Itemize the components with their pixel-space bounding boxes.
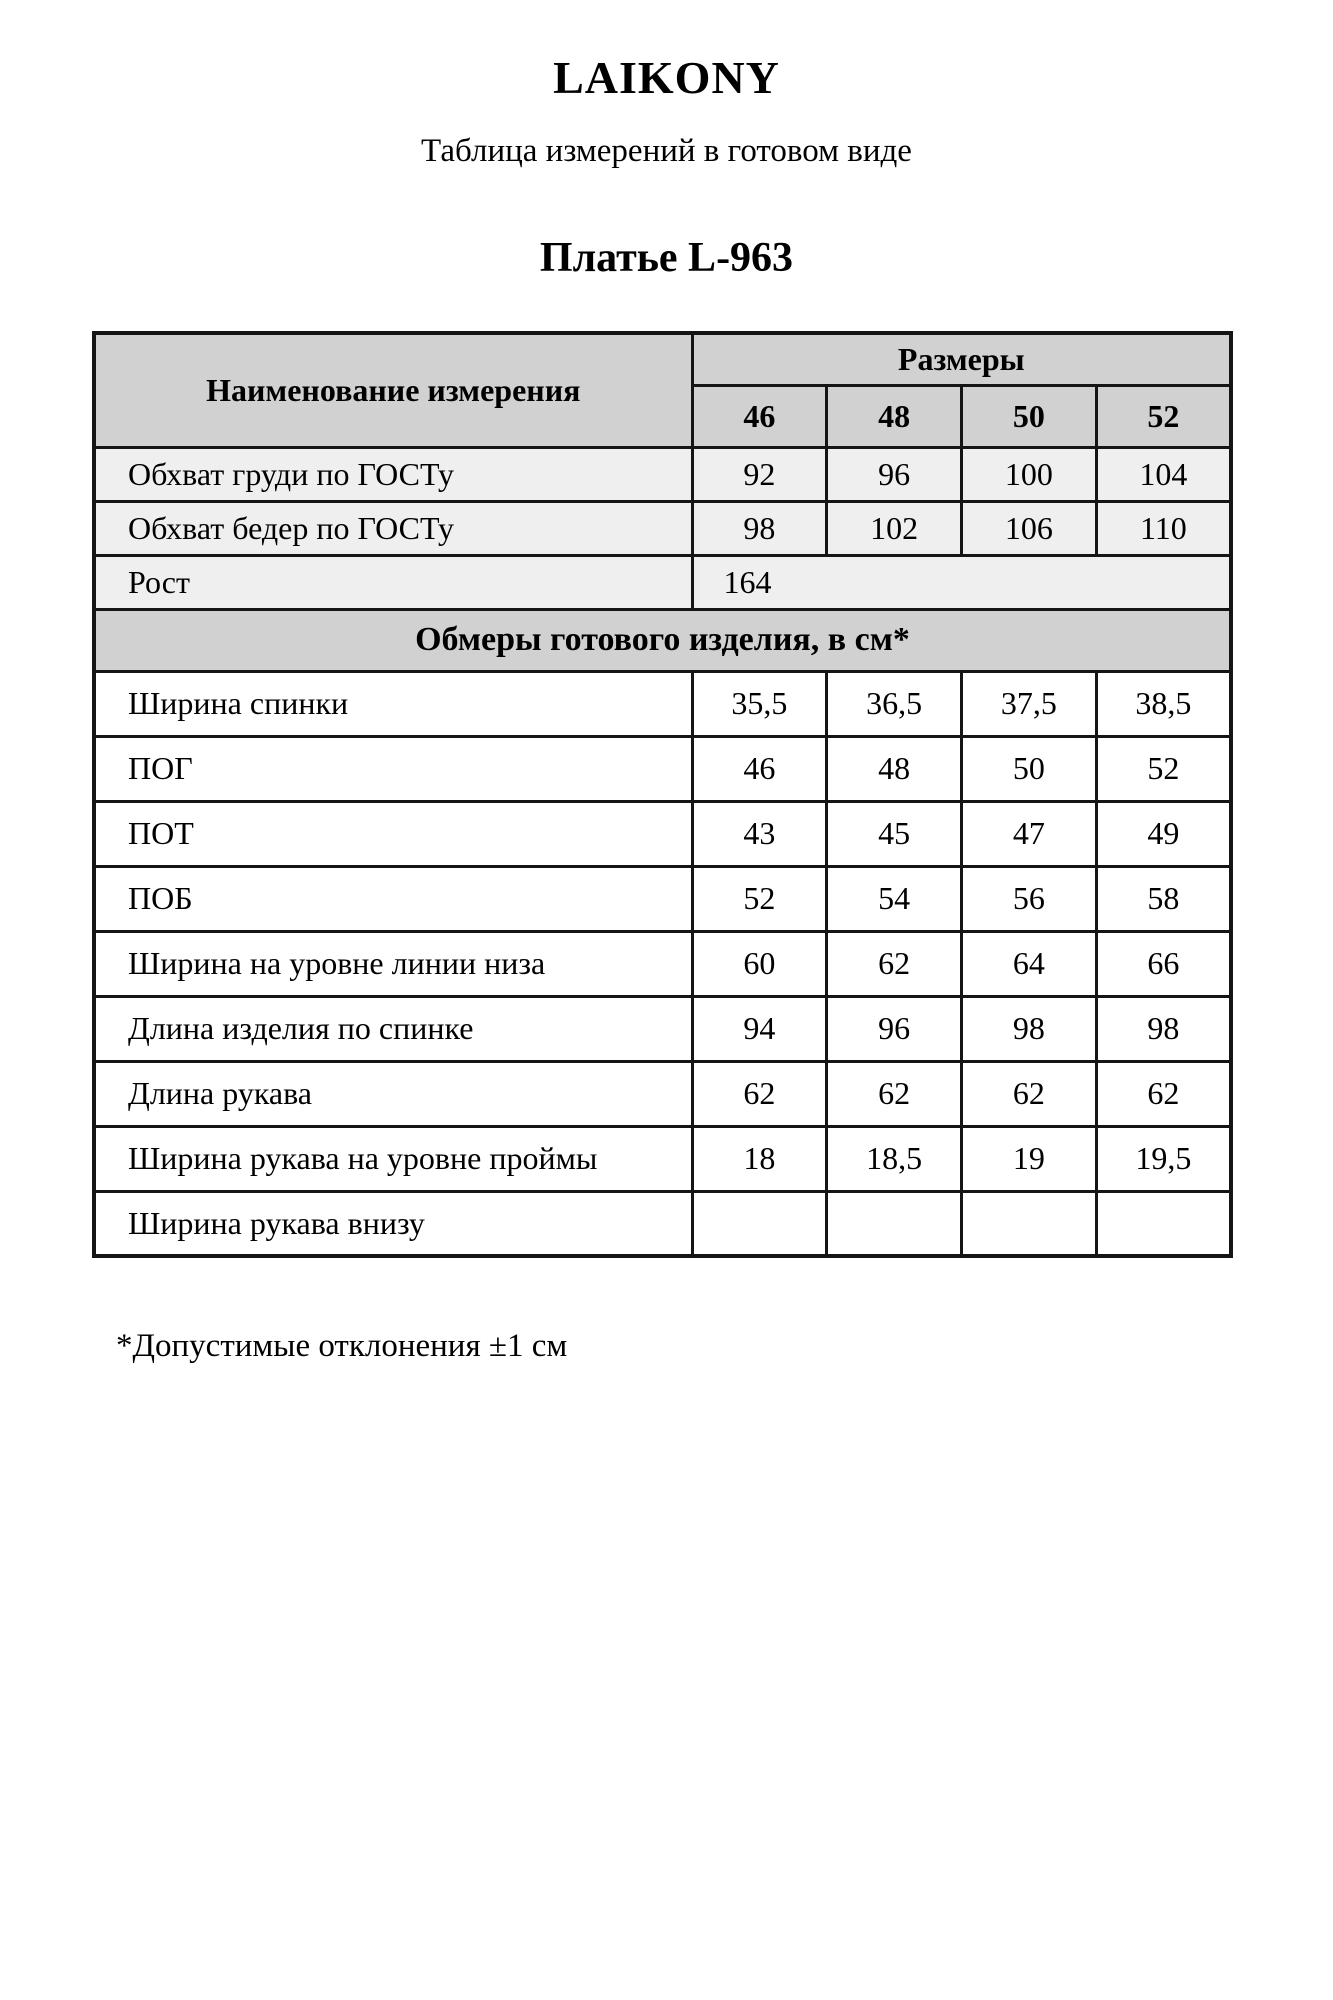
measurement-value: 37,5 — [962, 671, 1097, 736]
table-row — [94, 866, 1231, 931]
table-row — [94, 996, 1231, 1061]
measurement-value: 19 — [962, 1126, 1097, 1191]
measurement-value: 98 — [962, 996, 1097, 1061]
table-row — [94, 736, 1231, 801]
measurement-value: 60 — [692, 931, 827, 996]
measurement-value: 92 — [692, 447, 827, 501]
table-row — [94, 671, 1231, 736]
measurement-label: Ширина спинки — [94, 671, 692, 736]
measurement-value: 36,5 — [827, 671, 962, 736]
table-row — [94, 931, 1231, 996]
measurement-value: 47 — [962, 801, 1097, 866]
measurement-value: 96 — [827, 447, 962, 501]
table-row — [94, 801, 1231, 866]
measurement-label: Длина изделия по спинке — [94, 996, 692, 1061]
measurement-label: Длина рукава — [94, 1061, 692, 1126]
measurement-value: 62 — [827, 1061, 962, 1126]
measurement-value: 96 — [827, 996, 962, 1061]
size-column-header: 48 — [827, 385, 962, 447]
table-row — [94, 501, 1231, 555]
measurement-value: 56 — [962, 866, 1097, 931]
measurement-value: 38,5 — [1096, 671, 1231, 736]
measurement-value: 62 — [962, 1061, 1097, 1126]
measurement-label: Обхват груди по ГОСТу — [94, 447, 692, 501]
measurements-table — [92, 331, 1233, 1258]
measurement-label: Ширина на уровне линии низа — [94, 931, 692, 996]
measurement-value — [1096, 1191, 1231, 1256]
measurement-value — [692, 1191, 827, 1256]
measurement-label: ПОБ — [94, 866, 692, 931]
measurement-value: 45 — [827, 801, 962, 866]
measurement-value: 54 — [827, 866, 962, 931]
section-header: Обмеры готового изделия, в см* — [94, 609, 1231, 671]
table-row — [94, 1061, 1231, 1126]
measurement-value: 100 — [962, 447, 1097, 501]
document-subtitle: Таблица измерений в готовом виде — [421, 133, 912, 169]
measurement-label: ПОГ — [94, 736, 692, 801]
measurement-label: ПОТ — [94, 801, 692, 866]
measurement-value: 62 — [692, 1061, 827, 1126]
brand-title: LAIKONY — [553, 52, 780, 103]
measurement-value: 110 — [1096, 501, 1231, 555]
measurement-value: 50 — [962, 736, 1097, 801]
measurement-value: 58 — [1096, 866, 1231, 931]
size-column-header: 50 — [962, 385, 1097, 447]
measurement-value: 43 — [692, 801, 827, 866]
measurement-value: 35,5 — [692, 671, 827, 736]
table-header-row — [94, 333, 1231, 385]
measurement-value: 46 — [692, 736, 827, 801]
measurement-label: Рост — [94, 555, 692, 609]
measurement-value: 18,5 — [827, 1126, 962, 1191]
product-title: Платье L-963 — [539, 235, 794, 282]
measurement-value — [962, 1191, 1097, 1256]
measurement-value: 164 — [692, 555, 1231, 609]
measurement-value: 49 — [1096, 801, 1231, 866]
measurement-value: 52 — [1096, 736, 1231, 801]
measurement-value: 98 — [692, 501, 827, 555]
measurement-label: Ширина рукава внизу — [94, 1191, 692, 1256]
size-column-header: 52 — [1096, 385, 1231, 447]
table-row — [94, 1126, 1231, 1191]
footnote: *Допустимые отклонения ±1 см — [116, 1328, 568, 1365]
measurement-label: Обхват бедер по ГОСТу — [94, 501, 692, 555]
measurement-value: 19,5 — [1096, 1126, 1231, 1191]
measurement-value: 94 — [692, 996, 827, 1061]
section-header-row — [94, 609, 1231, 671]
measurement-value: 102 — [827, 501, 962, 555]
measurement-value: 64 — [962, 931, 1097, 996]
measurement-value: 52 — [692, 866, 827, 931]
table-row — [94, 1191, 1231, 1256]
measurement-value — [827, 1191, 962, 1256]
column-header-name: Наименование измерения — [94, 333, 692, 447]
table-row-rost — [94, 555, 1231, 609]
measurement-value: 18 — [692, 1126, 827, 1191]
measurement-value: 104 — [1096, 447, 1231, 501]
measurement-value: 66 — [1096, 931, 1231, 996]
size-column-header: 46 — [692, 385, 827, 447]
measurement-label: Ширина рукава на уровне проймы — [94, 1126, 692, 1191]
measurement-value: 62 — [1096, 1061, 1231, 1126]
measurement-value: 62 — [827, 931, 962, 996]
table-row — [94, 447, 1231, 501]
measurement-value: 48 — [827, 736, 962, 801]
column-header-sizes: Размеры — [692, 333, 1231, 385]
measurement-value: 106 — [962, 501, 1097, 555]
measurement-value: 98 — [1096, 996, 1231, 1061]
